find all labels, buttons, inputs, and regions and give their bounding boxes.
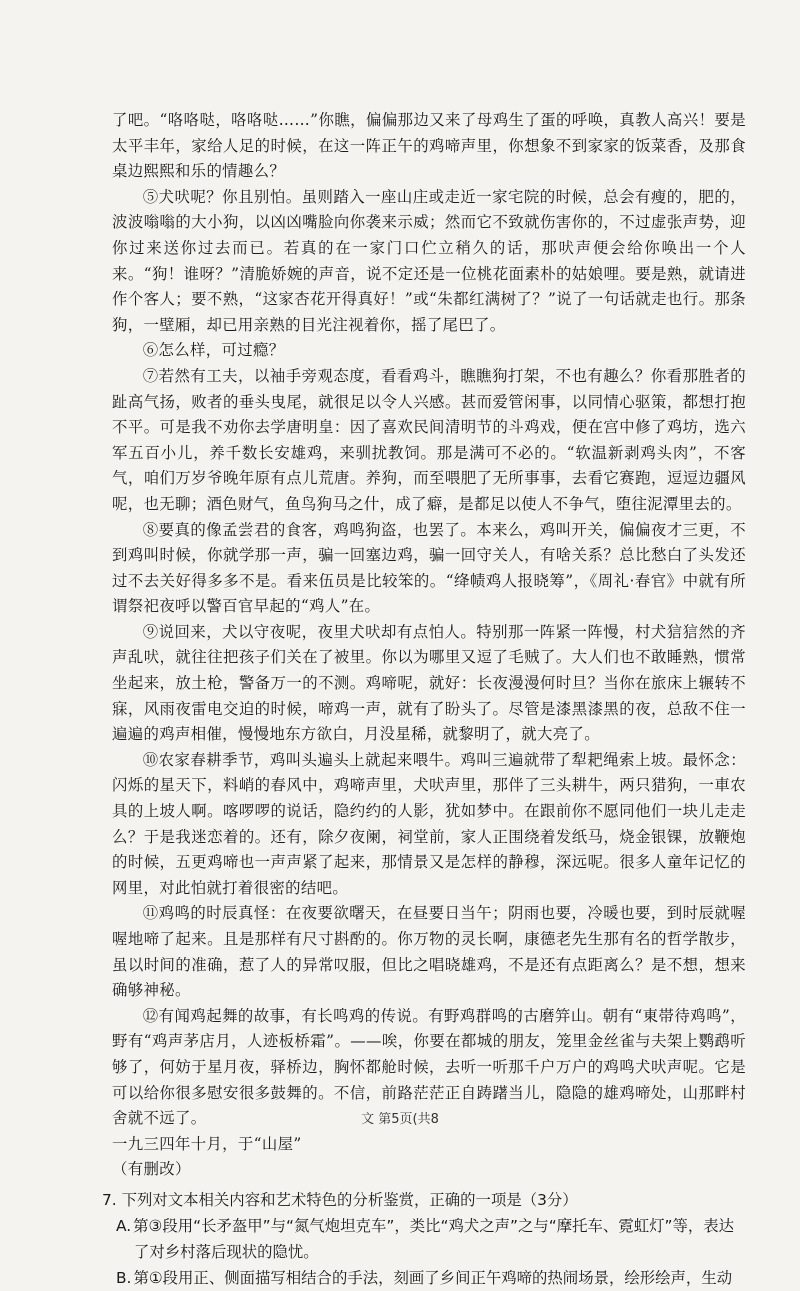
option-letter: B. [116,1268,132,1287]
paragraph-9: ⑨说回来，犬以守夜呢，夜里犬吠却有点怕人。特别那一阵紧一阵慢，村犬狺狺然的齐声乱吠，就往往把孩子们关在了被里。你以为哪里又逗了毛贼了。大人们也不敢睡熟，惯常坐起来，放土枪，警备万一的不测。鸡啼呢，就好：长夜漫漫何时旦？当你在旅床上辗转不寐，风雨夜雷电交迫的时候，啼鸡一声，就有了盼头了。尽管是漆黑漆黑的夜，总敌不住一遍遍的鸡声相催，慢慢地东方欲白，月没星稀，就黎明了，就大亮了。 [112,622,746,744]
page-footer: 文 第5页(共8 [361,1112,439,1127]
paragraph-7: ⑦若然有工夫，以袖手旁观态度，看看鸡斗，瞧瞧狗打架，不也有趣么？你看那胜者的趾高气扬，败者的垂头曳尾，就很足以令人兴感。甚而爱管闲事，以同情心驱策，都想打抱不平。可是我不劝你去学唐明皇：因了喜欢民间清明节的斗鸡戏，便在宫中修了鸡坊，选六军五百小儿，养千数长安雄鸡，来驯扰教饲。那是满可不必的。“软温新剥鸡头肉”，不客气，咱们万岁爷晚年原有点儿荒唐。养狗，而至喂肥了无所事事，去看它赛跑，逗逗边疆风呢，也无聊；酒色财气，鱼鸟狗马之什，成了癖，是都足以使人不争气，堕往泥潭里去的。 [112,366,746,513]
essay-body [112,108,746,1183]
paragraph-8: ⑧要真的像孟尝君的食客，鸡鸣狗盗，也罢了。本来么，鸡叫开关，偏偏夜才三更，不到鸡叫时候，你就学那一声，骗一回塞边鸡，骗一回守关人，有啥关系？总比愁白了头发还过不去关好得多多不是。看来伍员是比较笨的。“绛帻鸡人报晓筹”，《周礼·春官》中就有所谓祭祀夜呼以警百官早起的“鸡人”在。 [112,520,746,616]
paragraph-6: ⑥怎么样，可过瘾？ [142,341,285,360]
paragraph-11: ⑪鸡鸣的时辰真怪：在夜要欲曙天，在昼要日当午；阴雨也要，冷暖也要，到时辰就喔喔地啼了起来。且是那样有尺寸斟酌的。你万物的灵长啊，康德老先生那有名的哲学散步，虽以时间的准确，惹了人的异常叹服，但比之唱晓雄鸡，不是还有点距离么？是不想，想来确够神秘。 [112,904,746,1000]
paragraph-4-end: 了吧。“咯咯哒，咯咯哒……”你瞧，偏偏那边又来了母鸡生了蛋的呼唤，真教人高兴！要是太平丰年，家给人足的时候，在这一阵正午的鸡啼声里，你想象不到家家的饭菜香，及那食桌边熙熙和乐的情趣么？ [112,111,746,181]
paragraph-10: ⑩农家春耕季节，鸡叫头遍头上就起来喂牛。鸡叫三遍就带了犁耙绳索上坡。最怀念：闪烁的星天下，料峭的春风中，鸡啼声里，犬吠声里，那伴了三头耕牛，两只猎狗，一車农具的上坡人啊。喀啰啰的说话，隐约约的人影，犹如梦中。在跟前你不愿同他们一块儿走走么？于是我迷恋着的。还有，除夕夜阑，祠堂前，家人正围绕着发纸马，烧金银锞，放鞭炮的时候，五更鸡啼也一声声紧了起来，那情景又是怎样的静穆，深远呢。很多人童年记忆的网里，对此怕就打着很密的结吧。 [112,750,746,897]
option-b [102,1265,746,1291]
option-text: 第①段用正、侧面描写相结合的手法，刻画了乡间正午鸡啼的热闹场景，绘形绘声，生动 [133,1268,733,1287]
signoff-date: 一九三四年十月，于“山屋” [112,1134,302,1153]
paragraph-12: ⑫有闻鸡起舞的故事，有长鸣鸡的传说。有野鸡群鸣的古磨笄山。朝有“東帯待鸡鸣”，野有“鸡声茅店月，人迹板桥霜”。——唉，你要在都城的朋友，笼里金丝雀与夫架上鹦鹉听够了，何妨于星月夜，驿桥边，胸怀都舱时候，去听一听那千户万户的鸡鸣犬吠声呢。它是可以给你很多慰安很多鼓舞的。不信，前路茫茫正自踌躇当儿，隐隐的雄鸡啼处，山那畔村舍就不远了。 [112,1006,746,1128]
option-letter: A. [116,1216,132,1235]
option-text: 第③段用“长矛盔甲”与“氮气炮坦克车”，类比“鸡犬之声”之与“摩托车、霓虹灯”等，表达了对乡村落后现状的隐忧。 [133,1216,735,1261]
question-7 [102,1187,746,1291]
paragraph-5: ⑤犬吠呢？你且别怕。虽则踏入一座山庄或走近一家宅院的时候，总会有瘦的，肥的，波波嗡嗡的大小狗，以凶凶嘴脸向你袭来示威；然而它不致就伤害你的，不过虚张声势，迎你过来送你过去而已。若真的在一家门口伫立稍久的话，那吠声便会给你唤出一个人来。“狗！谁呀？”清脆娇婉的声音，说不定还是一位桃花面素朴的姑娘哩。要是熟，就请进作个客人；要不熟，“这家杏花开得真好！”或“朱都红满树了？”说了一句话就走也行。那条狗，一壁厢，却已用亲熟的目光注视着你，摇了尾巴了。 [112,187,746,334]
option-a [102,1213,746,1265]
source-note: （有删改） [112,1160,191,1179]
question-stem: 7. 下列对文本相关内容和艺术特色的分析鉴赏，正确的一项是（3分） [102,1190,578,1209]
